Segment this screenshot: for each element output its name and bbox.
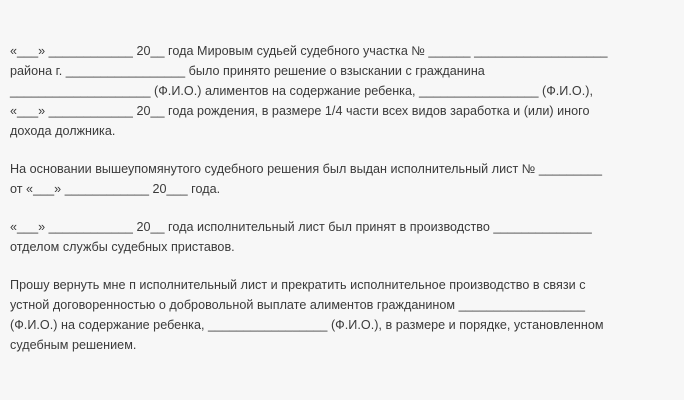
text-line: ____________________ (Ф.И.О.) алиментов на содержание ребенка, _________________ (Ф.И.О.), [10,84,593,98]
text-line: района г. _________________ было принято решение о взыскании с гражданина [10,64,485,78]
text-line: устной договоренностью о добровольной выплате алиментов гражданином __________________ [10,298,586,312]
text-line: (Ф.И.О.) на содержание ребенка, _________________ (Ф.И.О.), в размере и порядке, установленном [10,318,604,332]
text-line: отделом службы судебных приставов. [10,240,235,254]
text-line: Прошу вернуть мне п исполнительный лист и прекратить исполнительное производство в связи с [10,278,586,292]
text-line: «___» ____________ 20__ года Мировым судьей судебного участка № ______ ___________________ [10,44,608,58]
text-line: дохода должника. [10,124,116,138]
text-line: судебным решением. [10,338,137,352]
text-line: «___» ____________ 20__ года рождения, в размере 1/4 части всех видов заработка и (или) иного [10,104,590,118]
text-line: На основании вышеупомянутого судебного решения был выдан исполнительный лист № _________ [10,162,603,176]
text-line: от «___» ____________ 20___ года. [10,182,221,196]
text-line: «___» ____________ 20__ года исполнительный лист был принят в производство ______________ [10,220,592,234]
